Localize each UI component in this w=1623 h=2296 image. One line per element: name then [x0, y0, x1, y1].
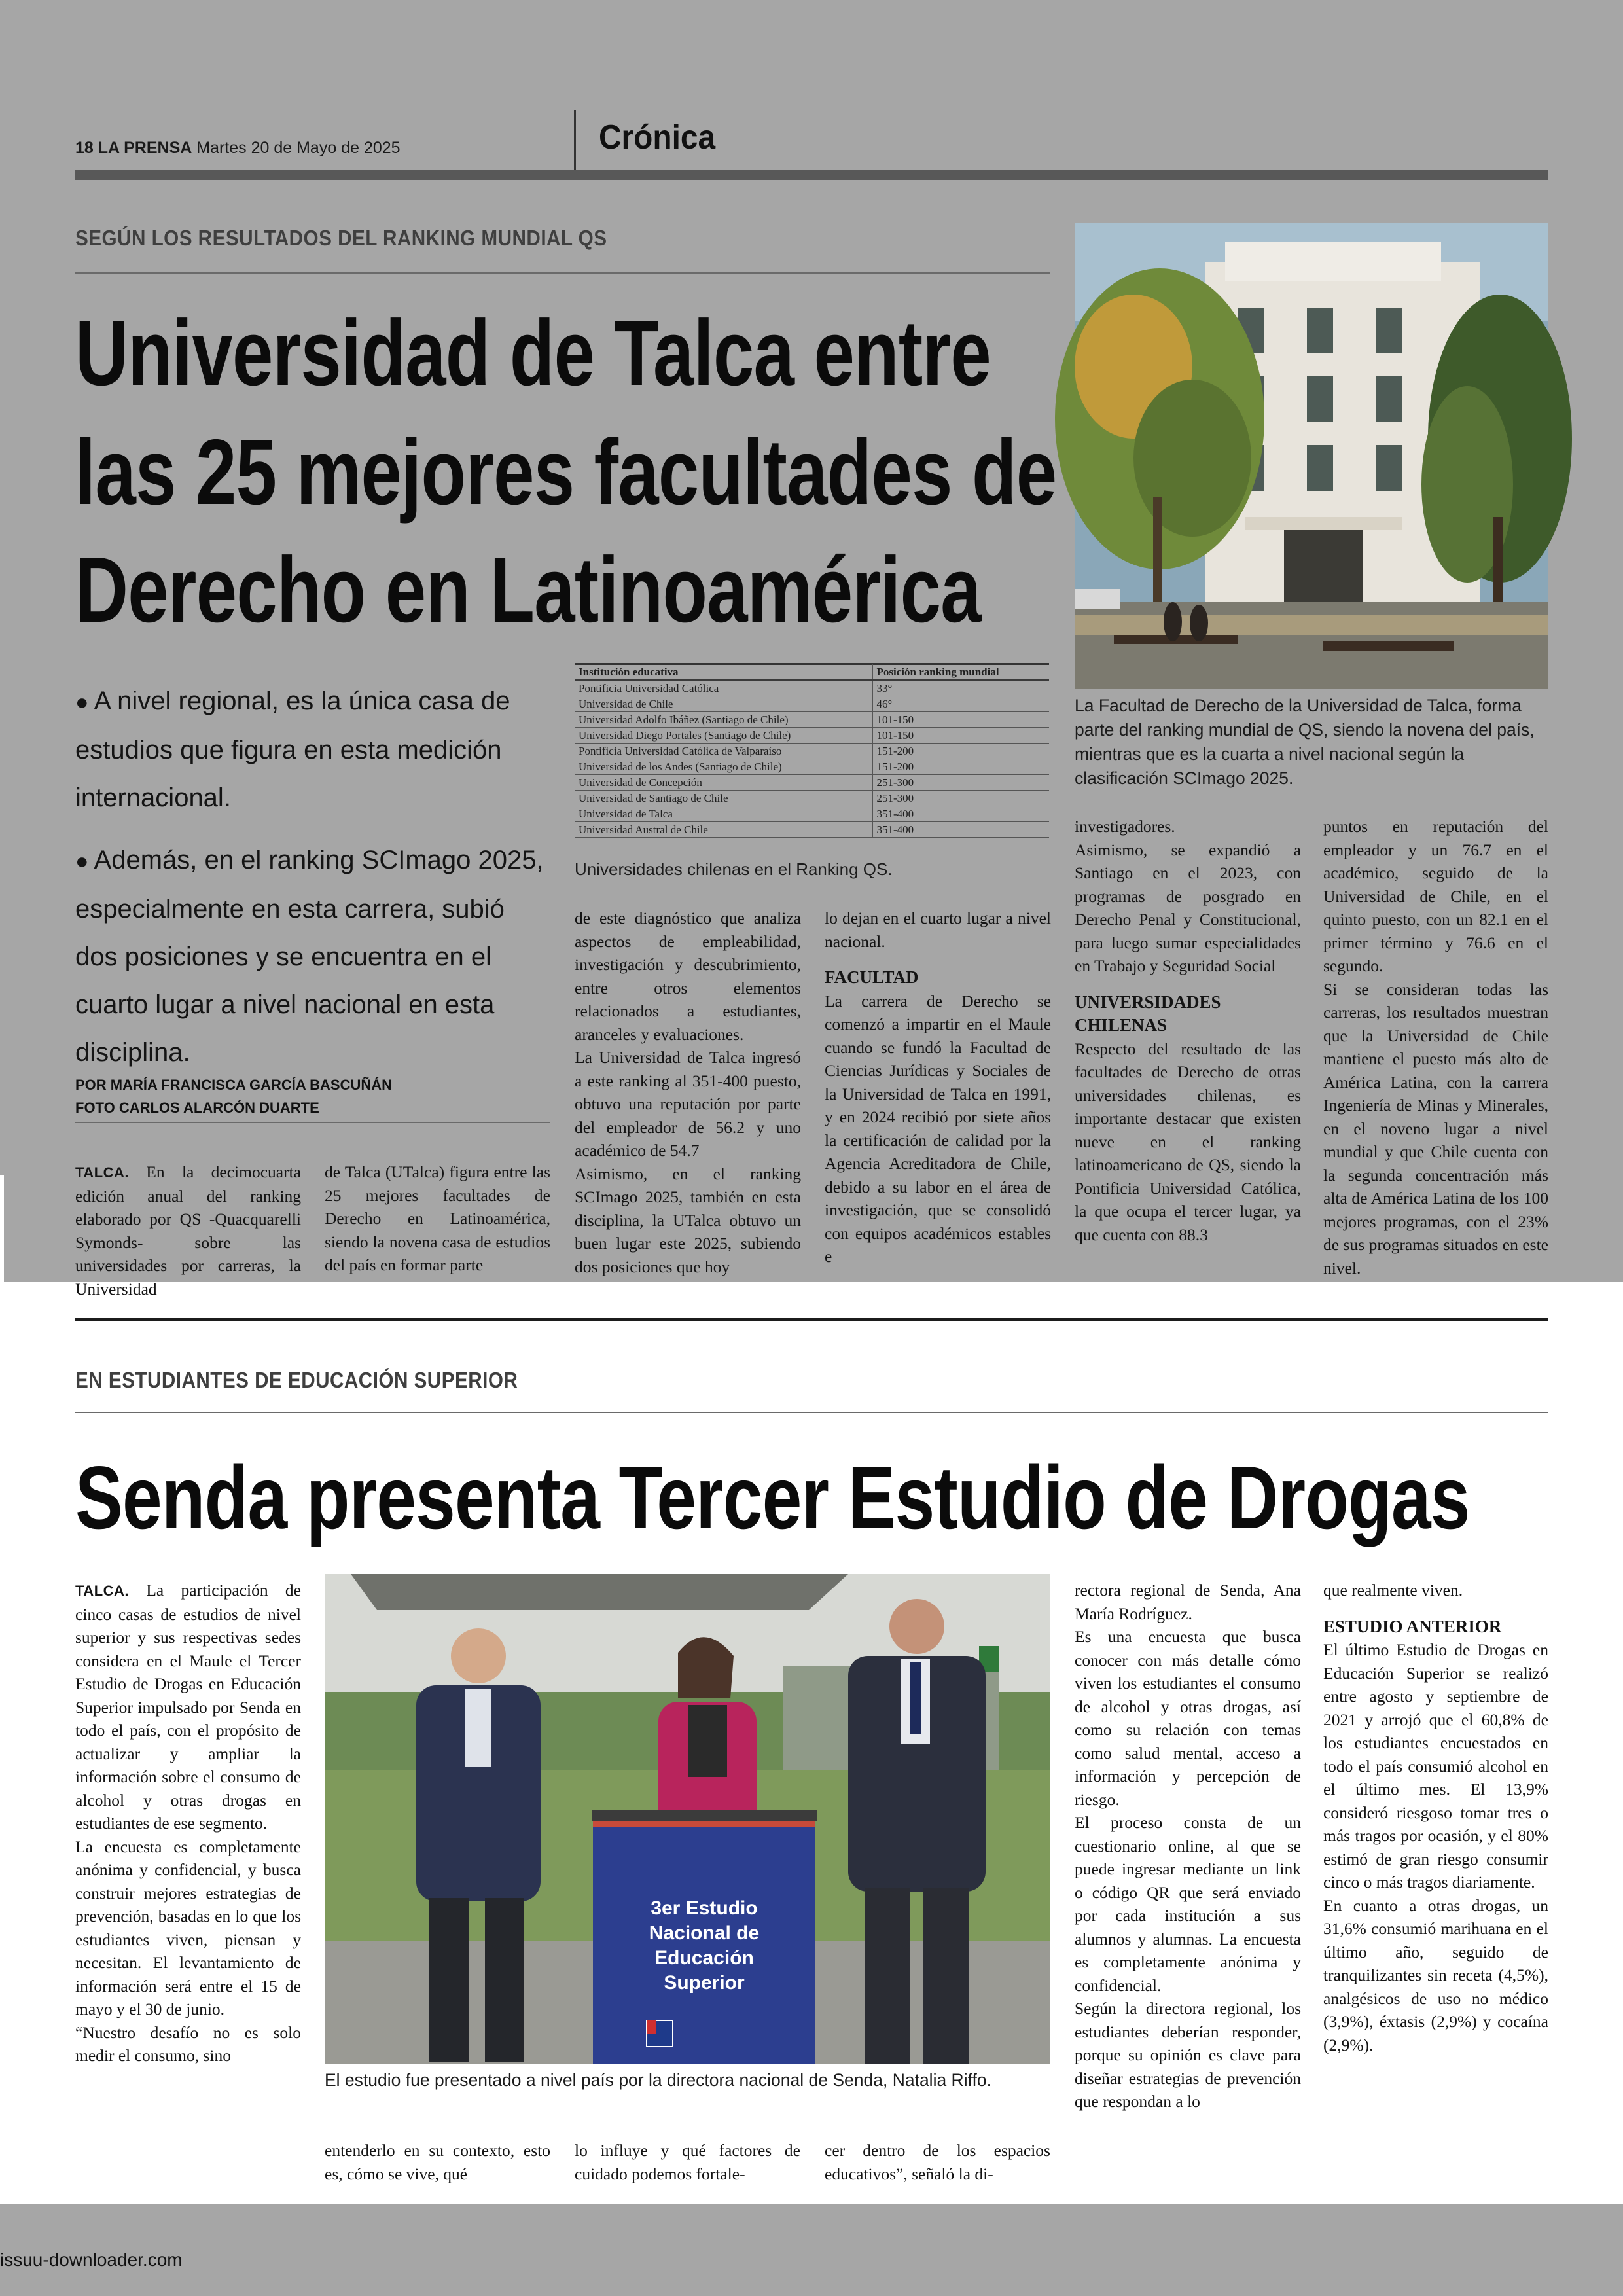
paragraph: Asimismo, se expandió a Santiago en el 2023, con programas de posgrado en Derecho Penal y Constitucional, para luego sumar especialidades en Trabajo y Seguridad Social	[1075, 840, 1301, 975]
article2-kicker: EN ESTUDIANTES DE EDUCACIÓN SUPERIOR	[75, 1368, 518, 1392]
paragraph: Según la directora regional, los estudiantes deberían responder, porque su opinión es clave para diseñar estrategias de prevención que respondan a lo	[1075, 1999, 1301, 2111]
paragraph: Es una encuesta que busca conocer con más detalle cómo viven los estudiantes el consumo de alcohol y otras drogas, así como su relación con temas como salud mental, acceso a información y percepción de riesgo.	[1075, 1627, 1301, 1809]
article1-column-4	[825, 906, 1051, 1282]
table-cell: 351-400	[872, 822, 1049, 838]
table-cell: Universidad Adolfo Ibáñez (Santiago de Chile)	[575, 712, 872, 728]
table-cell: Universidad de Santiago de Chile	[575, 791, 872, 806]
article1-headline-line-1: Universidad de Talca entre	[75, 301, 991, 405]
article2-top-rule	[75, 1318, 1548, 1321]
paragraph: que realmente viven.	[1323, 1581, 1463, 1600]
podium-title-line-1: 3er Estudio	[651, 1897, 758, 1919]
article1-column-1	[75, 1160, 301, 1299]
table-cell: 351-400	[872, 806, 1049, 822]
table-row	[575, 806, 1049, 822]
article2-column-4	[825, 2139, 1050, 2191]
credits-rule	[75, 1122, 550, 1123]
table-cell: 46°	[872, 696, 1049, 712]
table-caption: Universidades chilenas en el Ranking QS.	[575, 859, 893, 879]
table-row	[575, 775, 1049, 791]
kicker-rule	[75, 272, 1050, 274]
article2-column-1	[75, 1579, 301, 2187]
podium-title-line-2: Nacional de	[649, 1922, 760, 1944]
paragraph: puntos en reputación del empleador y un 76.7 en el académico, seguido de la Universidad de Chile, en el quinto puesto, con un 82.1 en el primer término y 76.6 en el segundo.	[1323, 817, 1548, 975]
paragraph: La Universidad de Talca ingresó a este ranking al 351-400 puesto, obtuvo una reputación por parte del empleador de 56.2 y uno académico de 54.7	[575, 1048, 801, 1160]
subheading: ESTUDIO ANTERIOR	[1323, 1616, 1502, 1636]
table-row	[575, 712, 1049, 728]
masthead-rule	[75, 170, 1548, 180]
senda-photo-caption: El estudio fue presentado a nivel país por la directora nacional de Senda, Natalia Riffo.	[325, 2070, 991, 2090]
paragraph: Si se consideran todas las carreras, los resultados muestran que la Universidad de Chile mantiene el puesto más alto de América Latina, con la carrera Ingeniería de Minas y Minerales, en el noveno lugar a nivel mundial y que Chile cuenta con la segunda concentración más alta de América Latina de los 100 mejores programas, con el 23% de sus programas situados en este nivel.	[1323, 979, 1548, 1278]
table-cell: 151-200	[872, 744, 1049, 759]
subheading: UNIVERSIDADES CHILENAS	[1075, 992, 1221, 1035]
paragraph: El último Estudio de Drogas en Educación Superior se realizó entre agosto y septiembre de 2021 y arrojó que el 60,8% de los estudiantes encuestados en todo el país consumió alcohol en el último mes. El 13,9% consideró riesgoso tomar tres o más tragos por ocasión, y el 80% estimó de gran riesgo consumir cinco o más tragos diariamente.	[1323, 1640, 1548, 1892]
issue-date: Martes 20 de Mayo de 2025	[196, 139, 401, 157]
dateline: TALCA.	[75, 1164, 130, 1181]
paragraph: La encuesta es completamente anónima y confidencial, y busca construir mejores estrategias de prevención, basadas en lo que los estudiantes viven, piensan y necesitan. El levantamiento de información será entre el 15 de mayo y el 30 de junio.	[75, 1837, 301, 2018]
table-cell: Universidad de Talca	[575, 806, 872, 822]
page-edge-notch	[0, 1175, 4, 1282]
table-cell: Universidad Diego Portales (Santiago de Chile)	[575, 728, 872, 744]
table-cell: Universidad de los Andes (Santiago de Chile)	[575, 759, 872, 775]
paragraph: “Nuestro desafío no es solo medir el consumo, sino	[75, 2022, 301, 2065]
paragraph: El proceso consta de un cuestionario online, al que se puede ingresar mediante un link o código QR que será enviado por cada institución a sus alumnos y alumnas. La encuesta es completamente anónima y confidencial.	[1075, 1813, 1301, 1995]
table-row	[575, 791, 1049, 806]
article1-column-3	[575, 906, 801, 1282]
podium-title-line-3: Educación	[654, 1947, 754, 1969]
paragraph: de este diagnóstico que analiza aspectos de empleabilidad, investigación y descubrimiento, entre otros elementos relacionados a estudiantes, aranceles y evaluaciones.	[575, 908, 801, 1044]
watermark-link[interactable]: issuu-downloader.com	[0, 2250, 183, 2270]
table-row	[575, 759, 1049, 775]
senda-event-photo	[325, 1574, 1050, 2064]
event-illustration	[325, 1574, 1050, 2064]
ranking-table	[575, 664, 1049, 838]
table-cell: 251-300	[872, 791, 1049, 806]
article2-kicker-rule	[75, 1412, 1548, 1413]
section-title: Crónica	[599, 118, 716, 156]
paragraph: rectora regional de Senda, Ana María Rodríguez.	[1075, 1581, 1301, 1623]
table-cell: 151-200	[872, 759, 1049, 775]
paragraph: lo dejan en el cuarto lugar a nivel nacional.	[825, 908, 1051, 951]
article1-kicker: SEGÚN LOS RESULTADOS DEL RANKING MUNDIAL QS	[75, 226, 607, 250]
table-row	[575, 744, 1049, 759]
article2-column-6	[1323, 1579, 1548, 2191]
table-row	[575, 822, 1049, 838]
footer-band	[0, 2204, 1623, 2296]
byline: POR MARÍA FRANCISCA GARCÍA BASCUÑÁN	[75, 1077, 392, 1093]
article1-credits	[75, 1073, 392, 1119]
paragraph: de Talca (UTalca) figura entre las 25 mejores facultades de Derecho en Latinoamérica, siendo la novena casa de estudios del país en formar parte	[325, 1162, 550, 1274]
article2-headline: Senda presenta Tercer Estudio de Drogas	[75, 1448, 1470, 1547]
article2-column-5	[1075, 1579, 1301, 2191]
table-cell: Universidad de Concepción	[575, 775, 872, 791]
paragraph: cer dentro de los espacios educativos”, señaló la di-	[825, 2141, 1050, 2183]
dateline: TALCA.	[75, 1583, 130, 1599]
paragraph: La participación de cinco casas de estudios de nivel superior y sus respectivas sedes considera en el Maule el Tercer Estudio de Drogas en Educación Superior impulsado por Senda en todo el país, con el propósito de actualizar y ampliar la información sobre el consumo de alcohol y otras drogas en estudiantes de ese segmento.	[75, 1581, 301, 1833]
table-cell: Pontificia Universidad Católica de Valparaíso	[575, 744, 872, 759]
page-number: 18	[75, 139, 94, 157]
table-row	[575, 696, 1049, 712]
table-cell: Universidad de Chile	[575, 696, 872, 712]
masthead-separator	[574, 110, 576, 170]
table-row	[575, 680, 1049, 696]
paragraph: lo influye y qué factores de cuidado podemos fortale-	[575, 2141, 800, 2183]
podium-title-line-4: Superior	[664, 1972, 745, 1994]
table-cell: Universidad Austral de Chile	[575, 822, 872, 838]
table-cell: Pontificia Universidad Católica	[575, 680, 872, 696]
paragraph: La carrera de Derecho se comenzó a impartir en el Maule cuando se fundó la Facultad de Ciencias Jurídicas y Sociales de la Universidad de Talca en 1991, y en 2024 recibió por siete años la certificación de calidad por la Agencia Acreditadora de Chile, debido a su labor en el área de investigación, que se consolidó con equipos académicos estables e	[825, 991, 1051, 1266]
table-row	[575, 728, 1049, 744]
article1-headline-line-3: Derecho en Latinoamérica	[75, 538, 981, 642]
article1-column-2	[325, 1160, 550, 1282]
table-header-institution: Institución educativa	[575, 664, 872, 680]
building-illustration	[1075, 223, 1548, 689]
subheading: FACULTAD	[825, 967, 919, 987]
table-header-row	[575, 664, 1049, 680]
paragraph: En la decimocuarta edición anual del ranking elaborado por QS -Quacquarelli Symonds- sobre las universidades por carreras, la Universidad	[75, 1162, 301, 1299]
paragraph: investigadores.	[1075, 817, 1175, 836]
paragraph: Respecto del resultado de las facultades de Derecho de otras universidades chilenas, es importante destacar que existen nueve en el ranking latinoamericano de QS, siendo la Pontificia Universidad Católica, la que ocupa el tercer lugar, ya que cuenta con 88.3	[1075, 1039, 1301, 1244]
table-cell: 33°	[872, 680, 1049, 696]
paragraph: Asimismo, en el ranking SCImago 2025, también en esta disciplina, la UTalca obtuvo un buen lugar este 2025, subiendo dos posiciones que hoy	[575, 1164, 801, 1276]
masthead-info	[75, 139, 401, 158]
article1-bullets	[75, 677, 553, 1091]
paper-name: LA PRENSA	[98, 139, 192, 157]
bullet-item: ● Además, en el ranking SCImago 2025, especialmente en esta carrera, subió dos posiciones y se encuentra en el cuarto lugar a nivel nacional en esta disciplina.	[75, 846, 544, 1067]
article1-headline-line-2: las 25 mejores facultades de	[75, 420, 1057, 524]
table-header-position: Posición ranking mundial	[872, 664, 1049, 680]
law-faculty-photo	[1075, 223, 1548, 689]
table-cell: 101-150	[872, 712, 1049, 728]
table-cell: 101-150	[872, 728, 1049, 744]
photo-credit: FOTO CARLOS ALARCÓN DUARTE	[75, 1100, 319, 1116]
article2-column-3	[575, 2139, 800, 2191]
article1-column-5	[1075, 815, 1301, 1282]
paragraph: entenderlo en su contexto, esto es, cómo se vive, qué	[325, 2141, 550, 2183]
paragraph: En cuanto a otras drogas, un 31,6% consumió marihuana en el último año, seguido de tranquilizantes sin receta (4,5%), analgésicos de uso no médico (3,9%), éxtasis (2,9%) y cocaína (2,9%).	[1323, 1895, 1548, 2054]
article1-column-6	[1323, 815, 1548, 1282]
article2-column-2	[325, 2139, 550, 2191]
bullet-item: ● A nivel regional, es la única casa de estudios que figura en esta medición internacional.	[75, 687, 510, 812]
law-faculty-photo-caption: La Facultad de Derecho de la Universidad de Talca, forma parte del ranking mundial de QS, siendo la novena del país, mientras que es la cuarta a nivel nacional según la clasificación SCImago 2025.	[1075, 696, 1535, 788]
table-cell: 251-300	[872, 775, 1049, 791]
